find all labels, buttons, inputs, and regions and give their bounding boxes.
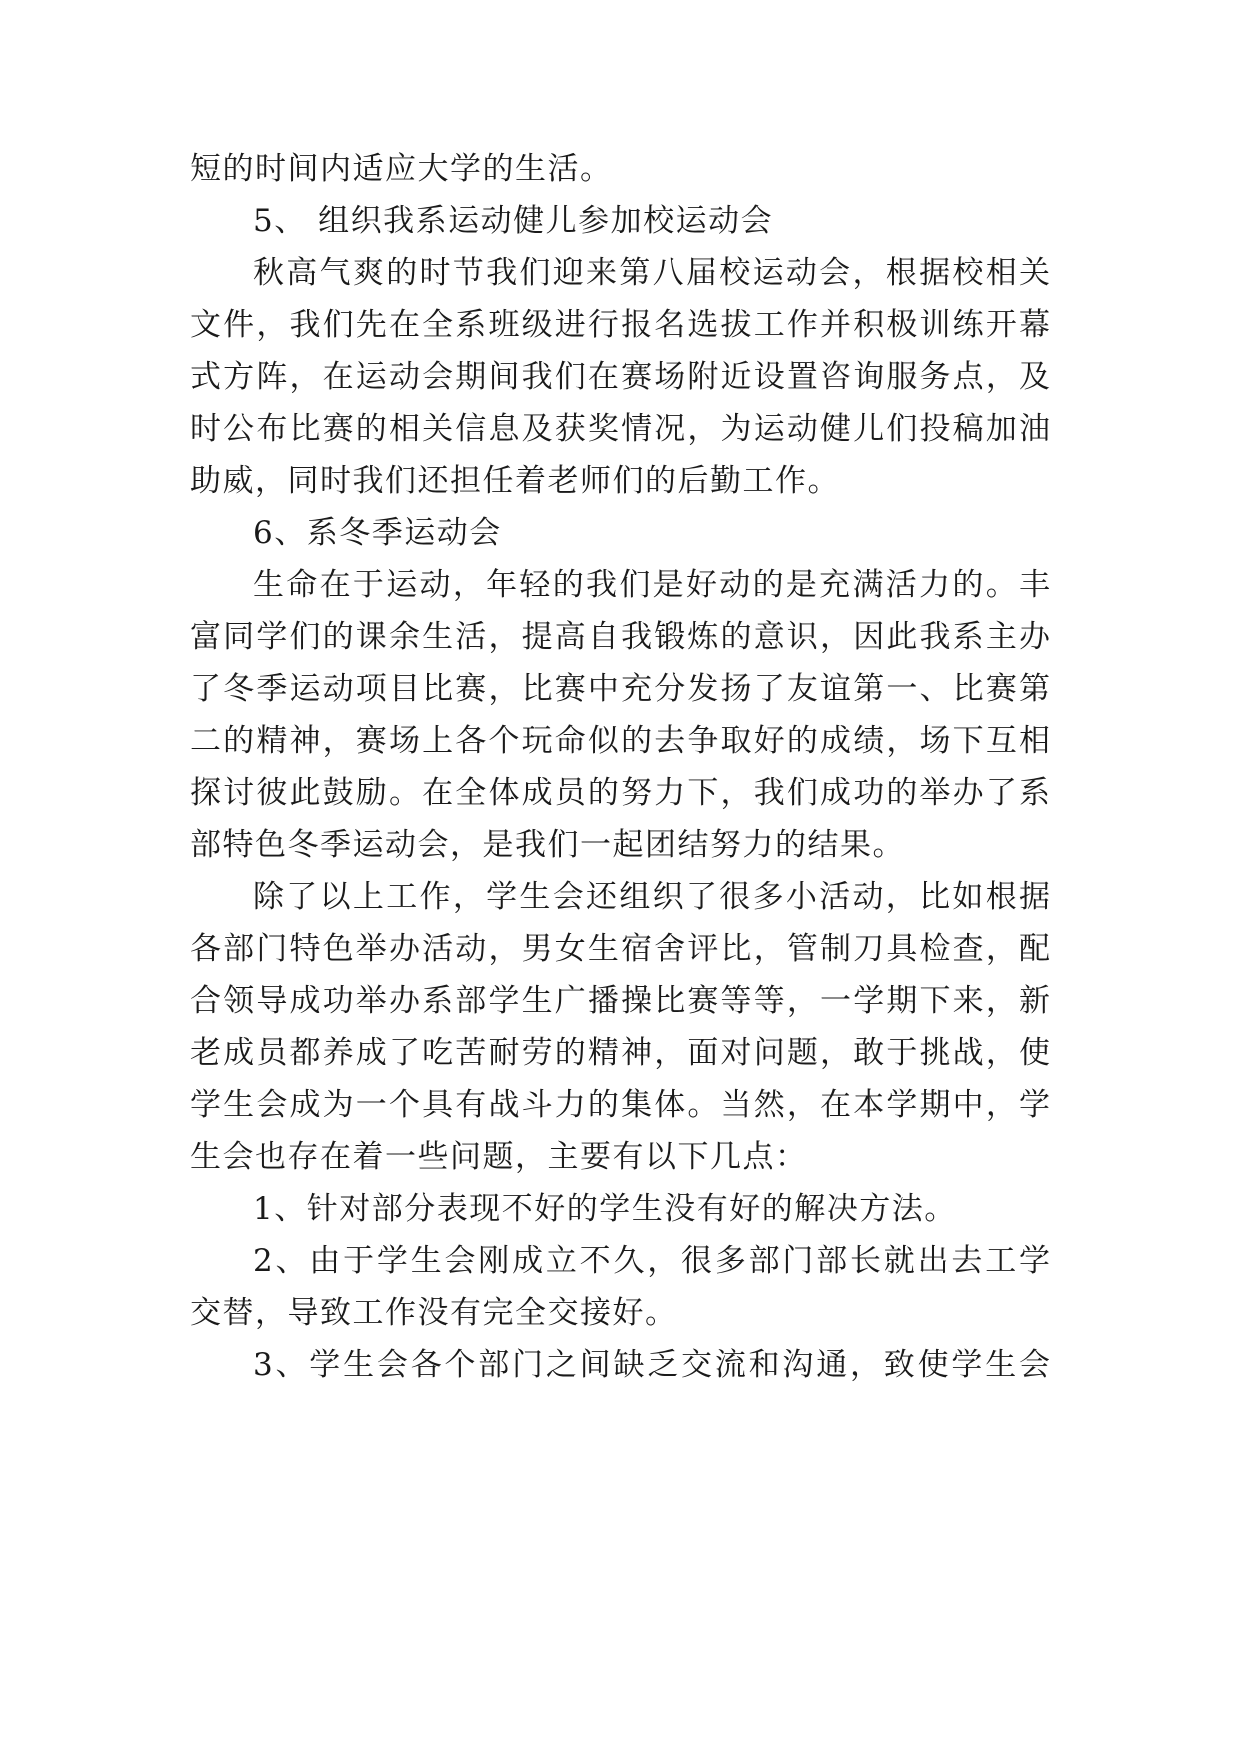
- text-line: 短的时间内适应大学的生活。: [190, 151, 613, 187]
- text-line: 时公布比赛的相关信息及获奖情况，为运动健儿们投稿加油: [190, 411, 1050, 447]
- text-line: 式方阵，在运动会期间我们在赛场附近设置咨询服务点，及: [190, 359, 1050, 395]
- list-item: 1、针对部分表现不好的学生没有好的解决方法。: [253, 1191, 957, 1227]
- text-line: 富同学们的课余生活，提高自我锻炼的意识，因此我系主办: [190, 619, 1050, 655]
- section-heading: 5、 组织我系运动健儿参加校运动会: [253, 203, 774, 239]
- text-line: 老成员都养成了吃苦耐劳的精神，面对问题，敢于挑战，使: [190, 1035, 1050, 1071]
- text-line: 学生会成为一个具有战斗力的集体。当然，在本学期中，学: [190, 1087, 1050, 1123]
- text-line: 秋高气爽的时节我们迎来第八届校运动会，根据校相关: [253, 255, 1050, 291]
- section-heading: 6、系冬季运动会: [253, 515, 502, 551]
- text-line: 探讨彼此鼓励。在全体成员的努力下，我们成功的举办了系: [190, 775, 1050, 811]
- text-line: 生命在于运动，年轻的我们是好动的是充满活力的。丰: [253, 567, 1050, 603]
- text-line: 部特色冬季运动会，是我们一起团结努力的结果。: [190, 827, 905, 863]
- text-line: 助威，同时我们还担任着老师们的后勤工作。: [190, 463, 840, 499]
- text-line: 合领导成功举办系部学生广播操比赛等等，一学期下来，新: [190, 983, 1050, 1019]
- text-line: 二的精神，赛场上各个玩命似的去争取好的成绩，场下互相: [190, 723, 1050, 759]
- list-item: 2、由于学生会刚成立不久，很多部门部长就出去工学: [253, 1243, 1050, 1279]
- list-item: 3、学生会各个部门之间缺乏交流和沟通，致使学生会: [253, 1347, 1050, 1383]
- text-line: 交替，导致工作没有完全交接好。: [190, 1295, 678, 1331]
- text-line: 各部门特色举办活动，男女生宿舍评比，管制刀具检查，配: [190, 931, 1050, 967]
- text-line: 了冬季运动项目比赛，比赛中充分发扬了友谊第一、比赛第: [190, 671, 1050, 707]
- text-line: 生会也存在着一些问题，主要有以下几点：: [190, 1139, 808, 1175]
- text-line: 文件，我们先在全系班级进行报名选拔工作并积极训练开幕: [190, 307, 1050, 343]
- text-line: 除了以上工作，学生会还组织了很多小活动，比如根据: [253, 879, 1050, 915]
